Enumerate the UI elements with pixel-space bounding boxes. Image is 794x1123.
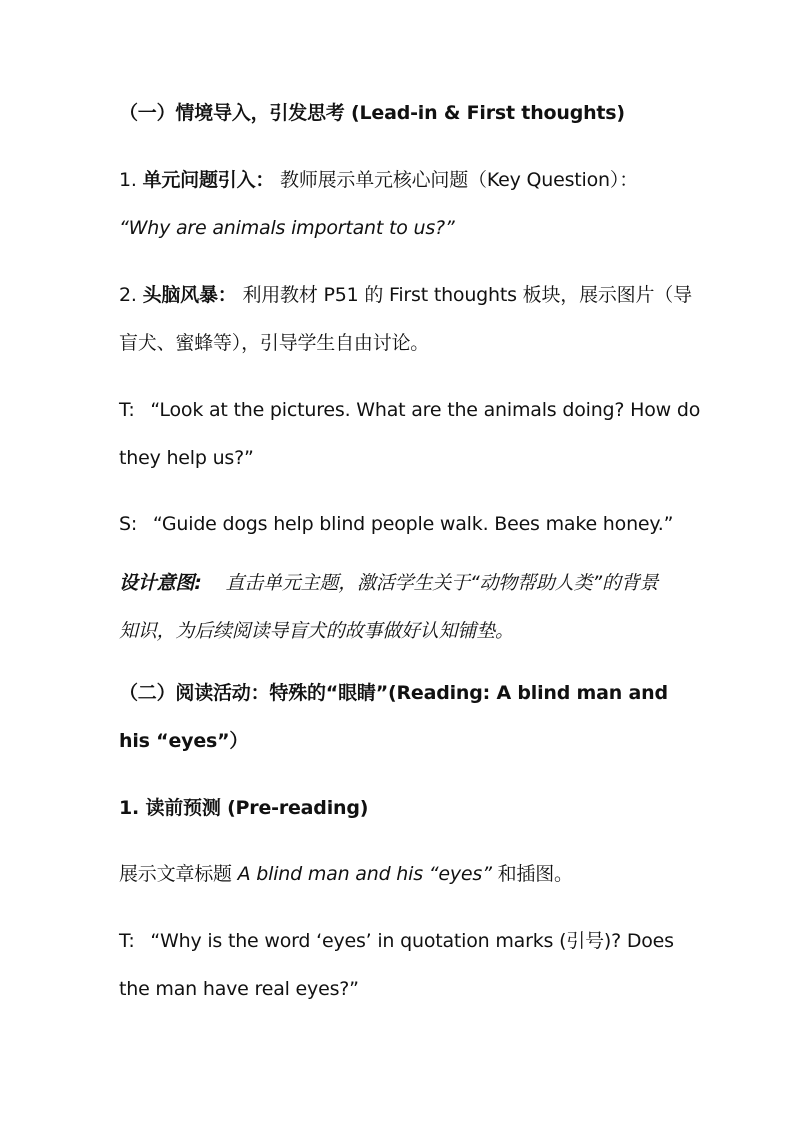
key-question-quote — [119, 216, 682, 240]
dialog-teacher-1 — [119, 398, 701, 422]
dialog-text: “Why is the word ‘eyes’ in quotation marks (引号)? Does — [150, 930, 674, 952]
subheading-pre-reading — [119, 796, 682, 820]
instruction-text: 和插图。 — [497, 863, 573, 885]
speaker-label: S: — [119, 513, 138, 535]
item-text: 教师展示单元核心问题（Key Question）： — [280, 169, 638, 191]
design-intent-text: 知识，为后续阅读导盲犬的故事做好认知铺垫。 — [119, 620, 514, 642]
section-heading-text: （二）阅读活动：特殊的“眼睛”(Reading: A blind man and — [119, 682, 668, 704]
key-question-text: “Why are animals important to us?” — [119, 217, 455, 239]
dialog-teacher-2 — [119, 929, 682, 953]
section-heading-text: （一）情境导入，引发思考 (Lead-in & First thoughts) — [119, 102, 625, 124]
dialog-text: they help us?” — [119, 447, 254, 469]
section-heading-reading-continued — [119, 729, 682, 753]
item-label: 头脑风暴： — [142, 284, 237, 306]
dialog-teacher-2-continued — [119, 977, 682, 1001]
dialog-text: the man have real eyes?” — [119, 978, 359, 1000]
item-number: 2. — [119, 284, 137, 306]
pre-reading-instruction — [119, 862, 682, 886]
speaker-label: T: — [119, 930, 135, 952]
design-intent-label: 设计意图: — [119, 572, 202, 594]
item-brainstorm-continued — [119, 331, 682, 355]
section-heading-reading — [119, 681, 682, 705]
design-intent — [119, 571, 682, 595]
item-number: 1. — [119, 169, 137, 191]
dialog-teacher-1-continued — [119, 446, 682, 470]
subheading-text: 1. 读前预测 (Pre-reading) — [119, 797, 369, 819]
dialog-text: “Look at the pictures. What are the animals doing? How do — [150, 399, 701, 421]
item-text: 利用教材 P51 的 First thoughts 板块，展示图片（导 — [242, 284, 692, 306]
item-brainstorm — [119, 283, 692, 307]
dialog-student-1 — [119, 512, 682, 536]
item-label: 单元问题引入： — [142, 169, 275, 191]
section-heading-text: his “eyes”） — [119, 730, 249, 752]
item-text: 盲犬、蜜蜂等），引导学生自由讨论。 — [119, 332, 430, 354]
article-title: A blind man and his “eyes” — [237, 863, 492, 885]
section-heading-lead-in — [119, 101, 682, 125]
speaker-label: T: — [119, 399, 135, 421]
design-intent-text: 直击单元主题，激活学生关于“动物帮助人类”的背景 — [225, 572, 659, 594]
dialog-text: “Guide dogs help blind people walk. Bees make honey.” — [152, 513, 674, 535]
instruction-text: 展示文章标题 — [119, 863, 232, 885]
item-unit-question — [119, 168, 682, 192]
design-intent-continued — [119, 619, 682, 643]
